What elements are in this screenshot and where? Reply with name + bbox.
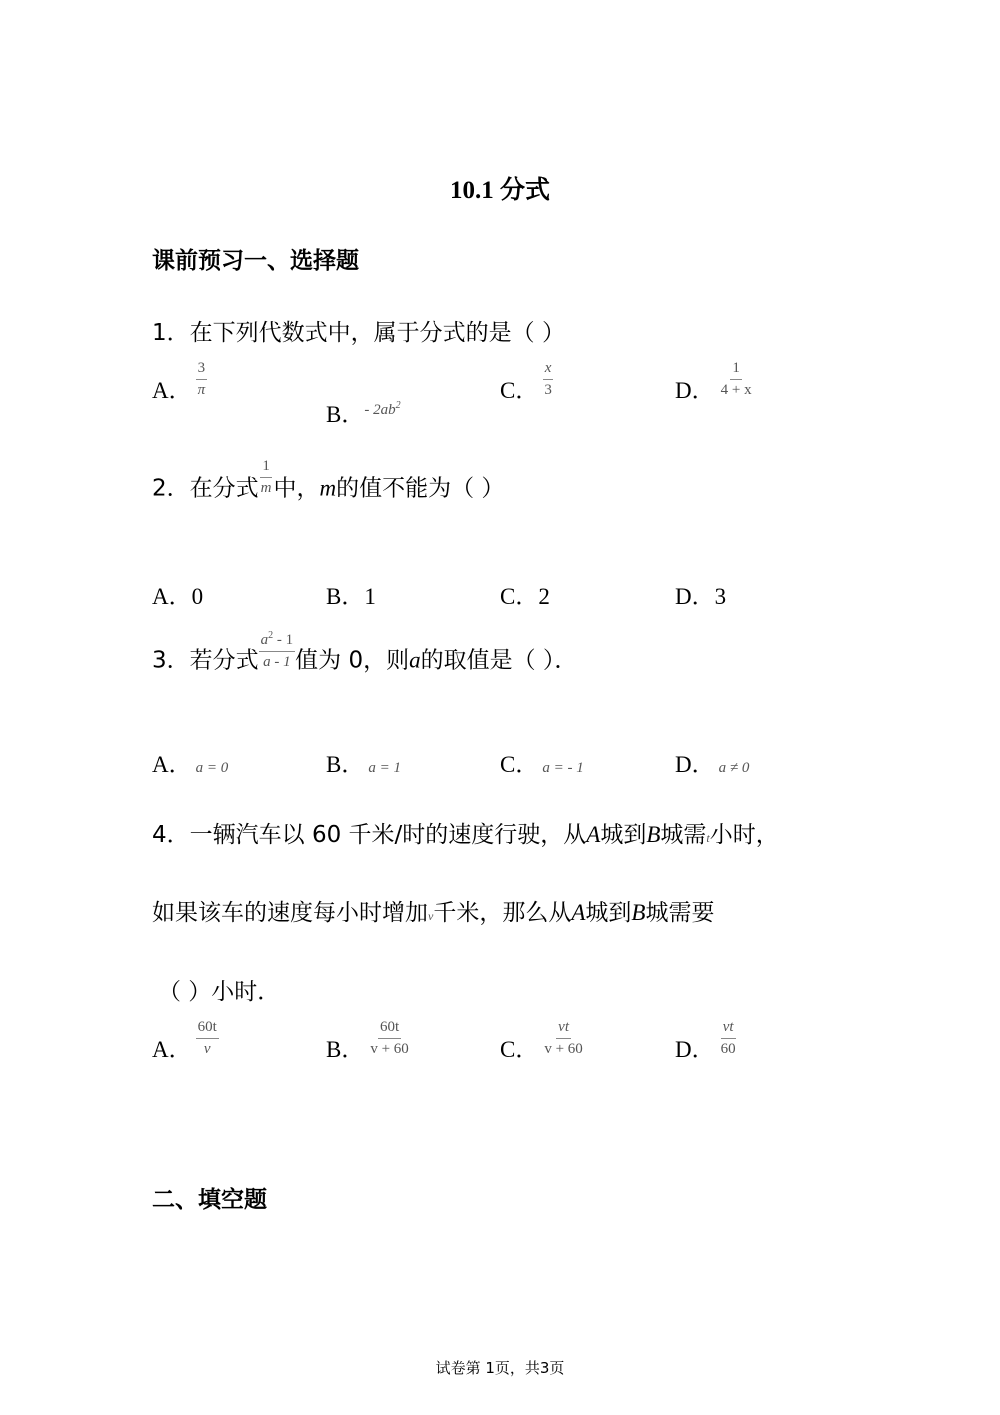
denominator: m — [260, 480, 272, 497]
q4-option-a[interactable] — [152, 1018, 219, 1072]
numerator: x — [543, 360, 554, 380]
denominator: 60 — [720, 1041, 736, 1057]
q1-option-b[interactable] — [326, 396, 401, 429]
stem-text: 如果该车的速度每小时增加 — [152, 900, 428, 926]
option-label: D． — [675, 1037, 715, 1062]
numerator-base: a — [260, 632, 269, 648]
q3-option-d[interactable] — [675, 746, 749, 779]
exponent: 2 — [268, 630, 274, 641]
section-heading-fill-blank: 二、填空题 — [152, 1187, 267, 1213]
q2-option-d[interactable]: D．3 — [675, 584, 727, 609]
question-4-line-1 — [152, 816, 779, 849]
stem-text: 的值不能为（ ） — [336, 475, 505, 502]
stem-text: 小时， — [709, 822, 779, 848]
variable: v — [428, 909, 434, 923]
title-number: 10.1 — [449, 177, 494, 204]
variable: B — [631, 900, 646, 925]
numerator-rest: - 1 — [273, 632, 294, 648]
q3-option-c[interactable] — [500, 746, 584, 779]
variable: B — [646, 822, 661, 847]
variable: A — [571, 900, 586, 925]
exponent: 2 — [395, 400, 401, 411]
fraction — [196, 360, 208, 400]
option-label: A． — [152, 752, 192, 777]
option-label: A． — [152, 1037, 192, 1062]
variable: m — [319, 475, 337, 501]
expression: a = 0 — [195, 760, 229, 776]
stem-text: 值为 0，则 — [295, 647, 410, 674]
question-1-stem: 1．在下列代数式中，属于分式的是（ ） — [152, 320, 565, 346]
denominator: a - 1 — [263, 654, 291, 671]
expression: a ≠ 0 — [718, 760, 750, 776]
stem-text: 城到 — [600, 822, 647, 848]
q2-option-c[interactable]: C．2 — [500, 584, 550, 609]
stem-text: 千米，那么从 — [433, 900, 572, 926]
denominator: v + 60 — [544, 1041, 583, 1057]
option-label: C． — [500, 378, 539, 403]
expression — [364, 402, 400, 418]
denominator: v + 60 — [370, 1041, 409, 1057]
fraction — [259, 630, 296, 672]
question-2-stem — [152, 458, 505, 509]
numerator: 3 — [196, 360, 208, 380]
stem-text: 4．一辆汽车以 60 千米/时的速度行驶，从 — [152, 822, 587, 848]
option-label: D． — [675, 752, 715, 777]
option-label: B． — [326, 752, 365, 777]
fraction — [719, 1019, 738, 1059]
option-label: B． — [326, 402, 365, 427]
q2-option-b[interactable]: B．1 — [326, 584, 376, 609]
fraction — [259, 458, 274, 498]
denominator: π — [197, 382, 206, 398]
numerator: 60t — [196, 1019, 219, 1039]
numerator: 1 — [260, 458, 272, 478]
q2-option-a[interactable]: A．0 — [152, 584, 204, 609]
q1-option-a[interactable] — [152, 359, 207, 413]
option-label: C． — [500, 752, 539, 777]
numerator: 1 — [730, 360, 742, 380]
denominator: 3 — [544, 382, 552, 398]
section-heading-choice: 课前预习一、选择题 — [152, 248, 359, 274]
question-4-line-3: （ ）小时． — [158, 979, 281, 1005]
expression: a = 1 — [368, 760, 401, 776]
page-footer: 试卷第 1页，共3页 — [435, 1359, 565, 1377]
fraction — [368, 1019, 410, 1059]
stem-text: 的取值是（ ）． — [420, 647, 578, 674]
stem-text: 城需要 — [645, 900, 715, 926]
fraction — [542, 1019, 584, 1059]
expression-base: - 2ab — [364, 402, 396, 418]
page-title — [0, 170, 1000, 206]
q3-option-a[interactable] — [152, 746, 228, 779]
stem-text: 3．若分式 — [152, 647, 259, 674]
variable: A — [586, 822, 601, 847]
numerator: vt — [721, 1019, 736, 1039]
q4-option-b[interactable] — [326, 1018, 411, 1072]
q4-option-d[interactable] — [675, 1018, 738, 1072]
option-label: A． — [152, 378, 192, 403]
question-3-stem — [152, 630, 578, 682]
numerator: 60t — [378, 1019, 401, 1039]
expression: a = - 1 — [542, 760, 584, 776]
stem-text: 城需 — [660, 822, 707, 848]
q1-option-c[interactable] — [500, 359, 554, 413]
q4-option-c[interactable] — [500, 1018, 585, 1072]
fraction — [196, 1019, 219, 1059]
question-4-line-2 — [152, 894, 714, 927]
q3-option-b[interactable] — [326, 746, 401, 779]
fraction — [542, 360, 554, 400]
numerator: vt — [556, 1019, 571, 1039]
fraction — [719, 360, 754, 400]
option-label: C． — [500, 1037, 539, 1062]
variable: a — [409, 647, 421, 673]
title-text: 分式 — [499, 175, 550, 204]
numerator — [259, 630, 296, 652]
denominator: 4 + x — [720, 382, 752, 398]
denominator: v — [203, 1041, 211, 1057]
stem-text: 2．在分式 — [152, 475, 259, 502]
option-label: D． — [675, 378, 715, 403]
q1-option-d[interactable] — [675, 359, 754, 413]
option-label: B． — [326, 1037, 365, 1062]
stem-text: 城到 — [585, 900, 632, 926]
stem-text: 中， — [273, 475, 320, 502]
variable: t — [706, 831, 710, 845]
